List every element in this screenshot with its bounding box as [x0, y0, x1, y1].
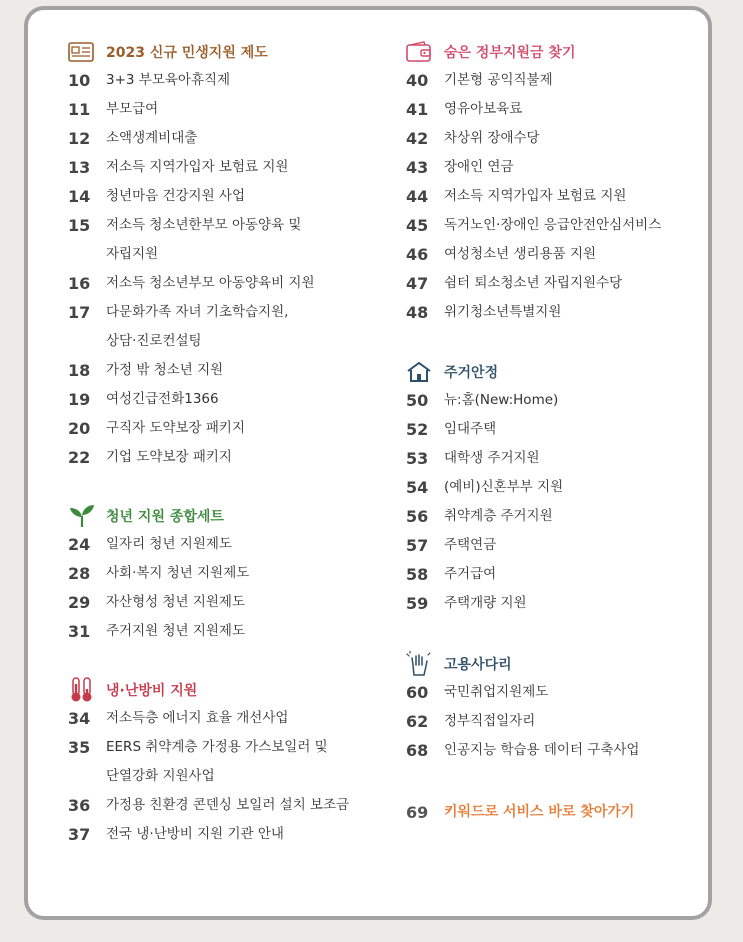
- page-number: 22: [68, 448, 91, 467]
- page-number: 37: [68, 825, 91, 844]
- section-title: 청년 지원 종합세트: [106, 509, 224, 525]
- list-item[interactable]: [406, 124, 706, 153]
- page-number: 36: [68, 796, 91, 815]
- page-number: 52: [406, 420, 429, 439]
- section-header: [68, 676, 388, 704]
- page-number: 50: [406, 391, 429, 410]
- section-header: [406, 358, 706, 386]
- list-item[interactable]: [68, 820, 388, 849]
- page-number: 59: [406, 594, 429, 613]
- section-hidden-subsidies: [406, 38, 706, 327]
- page-number: 60: [406, 683, 429, 702]
- keyword-shortcut-link[interactable]: [406, 798, 706, 827]
- item-label: 저소득 청소년부모 아동양육비 지원: [106, 275, 315, 291]
- page-number: 17: [68, 303, 91, 322]
- page-number: 57: [406, 536, 429, 555]
- page-number: 24: [68, 535, 91, 554]
- item-label: 여성긴급전화1366: [106, 391, 219, 407]
- item-label: 위기청소년특별지원: [444, 304, 562, 320]
- section-header: [406, 650, 706, 678]
- page-number: 34: [68, 709, 91, 728]
- list-item[interactable]: [406, 153, 706, 182]
- item-label-block: [106, 211, 301, 269]
- section-heating-cooling: [68, 676, 388, 849]
- list-item[interactable]: [406, 95, 706, 124]
- section-youth-support: [68, 502, 388, 646]
- item-label: 대학생 주거지원: [444, 450, 540, 466]
- list-item[interactable]: [406, 386, 706, 415]
- page-number: 58: [406, 565, 429, 584]
- list-item[interactable]: [406, 298, 706, 327]
- section-title: 숨은 정부지원금 찾기: [444, 45, 576, 61]
- item-label: 정부직접일자리: [444, 713, 536, 729]
- list-item[interactable]: [68, 356, 388, 385]
- list-item[interactable]: [68, 95, 388, 124]
- list-item[interactable]: [406, 473, 706, 502]
- page-number: 68: [406, 741, 429, 760]
- section-new-policies: [68, 38, 388, 472]
- item-label: 주택연금: [444, 537, 497, 553]
- item-label: 저소득 청소년한부모 아동양육 및: [106, 217, 302, 233]
- page-number: 19: [68, 390, 91, 409]
- item-label: 부모급여: [106, 101, 159, 117]
- item-label: 구직자 도약보장 패키지: [106, 420, 245, 436]
- section-header: [68, 502, 388, 530]
- list-item[interactable]: [406, 736, 706, 765]
- thermometer-icon: [68, 678, 96, 702]
- item-label: 임대주택: [444, 421, 497, 437]
- item-label: 자산형성 청년 지원제도: [106, 594, 245, 610]
- document-card-icon: [68, 40, 96, 64]
- page-number: 48: [406, 303, 429, 322]
- list-item[interactable]: [406, 707, 706, 736]
- list-item[interactable]: [68, 66, 388, 95]
- list-item[interactable]: [68, 617, 388, 646]
- page-number: 54: [406, 478, 429, 497]
- page-number: 16: [68, 274, 91, 293]
- item-label: 쉼터 퇴소청소년 자립지원수당: [444, 275, 623, 291]
- item-label: 장애인 연금: [444, 159, 514, 175]
- list-item[interactable]: [68, 414, 388, 443]
- section-employment: [406, 650, 706, 765]
- item-label: 차상위 장애수당: [444, 130, 540, 146]
- list-item[interactable]: [68, 298, 388, 356]
- list-item[interactable]: [68, 559, 388, 588]
- item-label: 주거지원 청년 지원제도: [106, 623, 245, 639]
- item-label: 소액생계비대출: [106, 130, 198, 146]
- list-item[interactable]: [68, 153, 388, 182]
- page-number: 35: [68, 738, 91, 757]
- list-item[interactable]: [68, 269, 388, 298]
- item-label: (예비)신혼부부 지원: [444, 479, 564, 495]
- page-number: 28: [68, 564, 91, 583]
- page-number: 31: [68, 622, 91, 641]
- page-number: 20: [68, 419, 91, 438]
- list-item[interactable]: [406, 66, 706, 95]
- list-item[interactable]: [406, 240, 706, 269]
- section-header: [68, 38, 388, 66]
- page-number: 12: [68, 129, 91, 148]
- item-label: 일자리 청년 지원제도: [106, 536, 232, 552]
- list-item[interactable]: [68, 791, 388, 820]
- list-item[interactable]: [406, 211, 706, 240]
- item-label: 저소득 지역가입자 보험료 지원: [106, 159, 289, 175]
- item-label: 인공지능 학습용 데이터 구축사업: [444, 742, 640, 758]
- item-label: 주택개량 지원: [444, 595, 527, 611]
- item-label: 다문화가족 자녀 기초학습지원,: [106, 304, 289, 320]
- item-label: 저소득 지역가입자 보험료 지원: [444, 188, 627, 204]
- list-item[interactable]: [68, 182, 388, 211]
- item-label: 취약계층 주거지원: [444, 508, 553, 524]
- section-title: 주거안정: [444, 365, 499, 381]
- sprout-icon: [68, 504, 96, 528]
- page-number: 10: [68, 71, 91, 90]
- contents-card: [24, 6, 712, 920]
- list-item[interactable]: [406, 269, 706, 298]
- section-title: 고용사다리: [444, 657, 512, 673]
- wallet-icon: [406, 40, 434, 64]
- item-label: 영유아보육료: [444, 101, 523, 117]
- item-label: 사회·복지 청년 지원제도: [106, 565, 250, 581]
- section-title: 2023 신규 민생지원 제도: [106, 45, 268, 61]
- item-label: 기본형 공익직불제: [444, 72, 553, 88]
- item-label: 국민취업지원제도: [444, 684, 549, 700]
- page-number: 44: [406, 187, 429, 206]
- page-number: 62: [406, 712, 429, 731]
- list-item[interactable]: [68, 124, 388, 153]
- item-label-line2: 단열강화 지원사업: [106, 768, 215, 784]
- item-label: 독거노인·장애인 응급안전안심서비스: [444, 217, 662, 233]
- page-number: 18: [68, 361, 91, 380]
- page-number: 41: [406, 100, 429, 119]
- item-label: 뉴:홈(New:Home): [444, 392, 559, 408]
- item-label: 3+3 부모육아휴직제: [106, 72, 231, 88]
- page-number: 15: [68, 216, 91, 235]
- item-label: 가정 밖 청소년 지원: [106, 362, 224, 378]
- section-keyword-shortcut: [406, 798, 706, 827]
- page-number: 13: [68, 158, 91, 177]
- page-number: 69: [406, 803, 429, 822]
- page-number: 42: [406, 129, 429, 148]
- section-title: 키워드로 서비스 바로 찾아가기: [444, 804, 635, 820]
- page-number: 46: [406, 245, 429, 264]
- list-item[interactable]: [68, 733, 388, 791]
- item-label: 저소득층 에너지 효율 개선사업: [106, 710, 289, 726]
- list-item[interactable]: [68, 530, 388, 559]
- list-item[interactable]: [68, 443, 388, 472]
- section-title: 냉·난방비 지원: [106, 683, 198, 699]
- page-number: 43: [406, 158, 429, 177]
- list-item[interactable]: [406, 502, 706, 531]
- list-item[interactable]: [406, 182, 706, 211]
- page-number: 56: [406, 507, 429, 526]
- list-item[interactable]: [406, 415, 706, 444]
- list-item[interactable]: [68, 385, 388, 414]
- item-label: 가정용 친환경 콘덴싱 보일러 설치 보조금: [106, 797, 350, 813]
- item-label-block: [106, 298, 288, 356]
- house-icon: [406, 360, 434, 384]
- page-number: 14: [68, 187, 91, 206]
- item-label: 주거급여: [444, 566, 497, 582]
- item-label: 전국 냉·난방비 지원 기관 안내: [106, 826, 284, 842]
- page-number: 45: [406, 216, 429, 235]
- item-label-block: [106, 733, 328, 791]
- page-number: 53: [406, 449, 429, 468]
- item-label-line2: 상담·진로컨설팅: [106, 333, 202, 349]
- list-item[interactable]: [68, 588, 388, 617]
- list-item[interactable]: [406, 589, 706, 618]
- section-header: [406, 38, 706, 66]
- item-label: EERS 취약계층 가정용 가스보일러 및: [106, 739, 328, 755]
- item-label: 청년마음 건강지원 사업: [106, 188, 245, 204]
- page-number: 47: [406, 274, 429, 293]
- raised-hand-icon: [406, 652, 434, 676]
- list-item[interactable]: [406, 444, 706, 473]
- list-item[interactable]: [406, 531, 706, 560]
- list-item[interactable]: [406, 560, 706, 589]
- list-item[interactable]: [406, 678, 706, 707]
- page-number: 40: [406, 71, 429, 90]
- list-item[interactable]: [68, 211, 388, 269]
- list-item[interactable]: [68, 704, 388, 733]
- item-label-line2: 자립지원: [106, 246, 159, 262]
- item-label: 기업 도약보장 패키지: [106, 449, 232, 465]
- section-housing: [406, 358, 706, 618]
- page-number: 29: [68, 593, 91, 612]
- page-number: 11: [68, 100, 91, 119]
- item-label: 여성청소년 생리용품 지원: [444, 246, 597, 262]
